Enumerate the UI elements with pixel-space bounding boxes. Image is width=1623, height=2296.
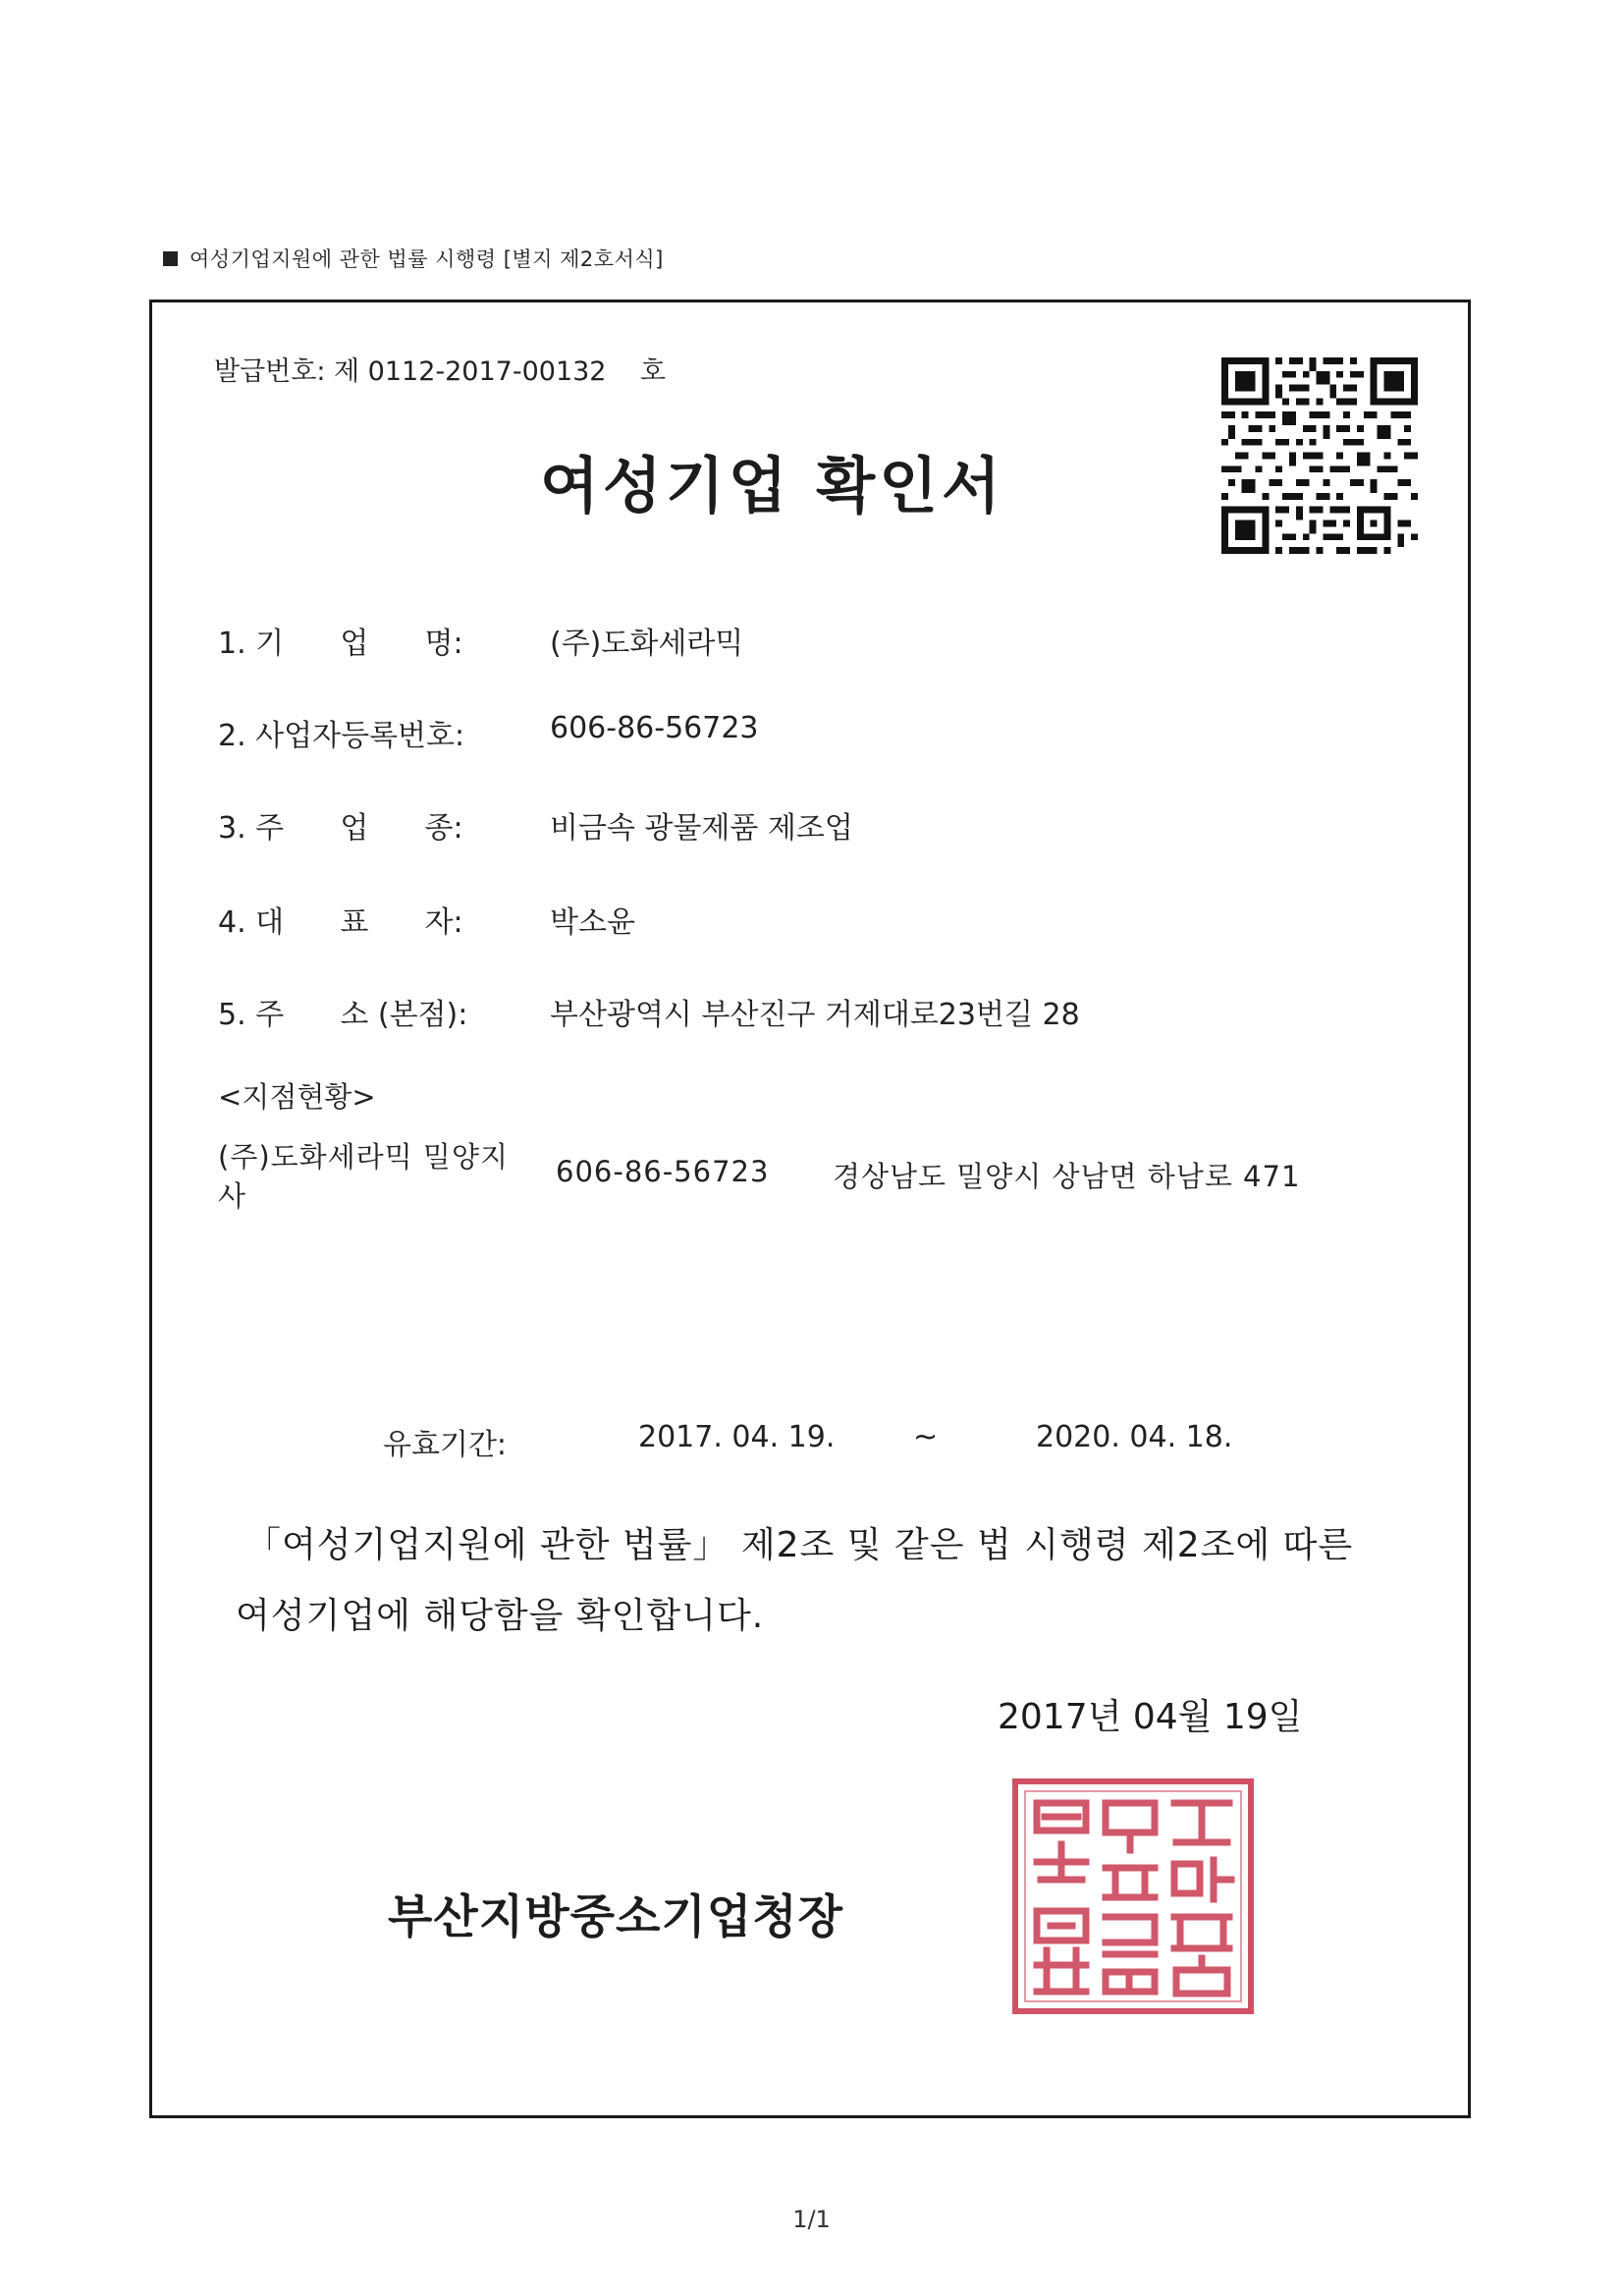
seal-text: 부산지방중소기업청장의인 bbox=[1127, 2017, 1139, 2018]
issuer-name: 부산지방중소기업청장 bbox=[388, 1890, 844, 1944]
form-reference bbox=[163, 244, 664, 273]
branch-registration: 606-86-56723 bbox=[556, 1155, 770, 1188]
validity-separator: ~ bbox=[913, 1420, 939, 1454]
issue-number bbox=[214, 350, 666, 388]
validity-to: 2020. 04. 18. bbox=[1036, 1420, 1233, 1454]
business-reg-value: 606-86-56723 bbox=[550, 711, 759, 745]
company-name-label: 1. 기 업 명: bbox=[218, 627, 463, 661]
document-title: 여성기업 확인서 bbox=[540, 450, 1004, 521]
representative-label: 4. 대 표 자: bbox=[218, 905, 463, 940]
issue-date: 2017년 04월 19일 bbox=[998, 1697, 1303, 1737]
validity-label: 유효기간: bbox=[383, 1428, 508, 1462]
statement-line-1: 「여성기업지원에 관한 법률」 제2조 및 같은 법 시행령 제2조에 따른 bbox=[245, 1525, 1354, 1565]
representative-value: 박소윤 bbox=[550, 905, 635, 940]
issue-number-suffix: 호 bbox=[639, 356, 666, 387]
page-number: 1/1 bbox=[792, 2206, 831, 2233]
issue-number-label: 발급번호: 제 0112-2017-00132 bbox=[214, 356, 607, 387]
branch-name: (주)도화세라믹 밀양지사 bbox=[218, 1140, 509, 1213]
industry-value: 비금속 광물제품 제조업 bbox=[550, 811, 853, 846]
address-label: 5. 주 소 (본점): bbox=[218, 998, 468, 1032]
bullet-square-icon bbox=[163, 251, 178, 266]
branch-heading: <지점현황> bbox=[218, 1080, 376, 1114]
industry-label: 3. 주 업 종: bbox=[218, 811, 463, 846]
branch-address: 경상남도 밀양시 상남면 하남로 471 bbox=[833, 1160, 1301, 1193]
confirmation-statement bbox=[236, 1510, 1414, 1652]
company-name-value: (주)도화세라믹 bbox=[550, 627, 744, 661]
validity-from: 2017. 04. 19. bbox=[638, 1420, 836, 1454]
statement-line-2: 여성기업에 해당함을 확인합니다. bbox=[236, 1596, 765, 1636]
form-reference-text: 여성기업지원에 관한 법률 시행령 [별지 제2호서식] bbox=[189, 247, 664, 271]
business-reg-label: 2. 사업자등록번호: bbox=[218, 719, 465, 753]
address-value: 부산광역시 부산진구 거제대로23번길 28 bbox=[550, 998, 1080, 1032]
official-seal-icon bbox=[1007, 1774, 1259, 2019]
